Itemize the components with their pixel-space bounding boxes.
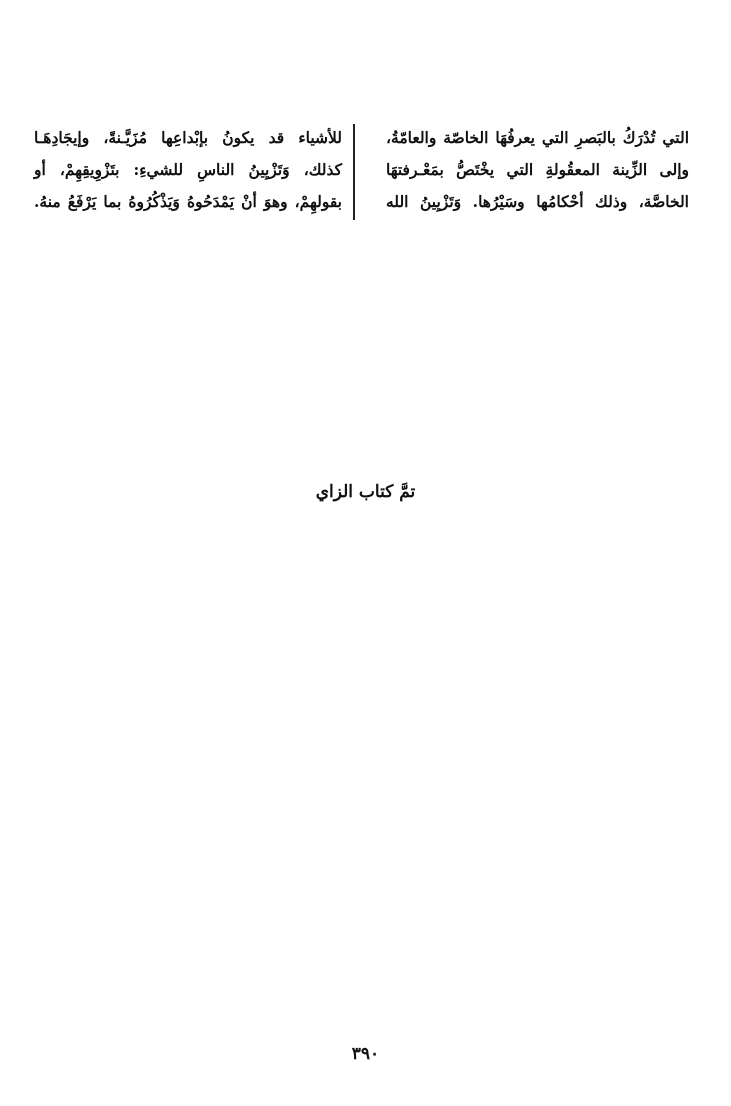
book-end-note: تمَّ كتاب الزاي [315,482,416,502]
text-line: كذلك، وَتَزْيِينُ الناسِ للشيءِ: بتَزْوِيقِهِمْ، أو [34,160,342,179]
column-divider [353,124,355,220]
text-line: وإلى الزِّينة المعقُولةِ التي يخْتَصُّ بمَعْـرفتهَا [386,160,689,179]
page-number: ٣٩٠ [351,1044,380,1064]
text-line: للأشياء قد يكونُ بإبْداعِها مُزَيَّـنةً، وإيجَادِهَـا [34,128,342,147]
text-line: التي تُدْرَكُ بالبَصرِ التي يعرفُهَا الخاصّة والعامّةُ، [386,128,689,147]
text-line: بقولهِمْ، وهوَ أنْ يَمْدَحُوهُ وَيَذْكُرُوهُ بما يَرْفَعُ منهُ. [34,192,342,211]
text-line: الخاصَّة، وذلك أحْكامُها وسَيْرُها. وَتَزْيِينُ الله [386,192,689,211]
text-column-right [386,122,689,218]
text-column-left [34,122,342,218]
